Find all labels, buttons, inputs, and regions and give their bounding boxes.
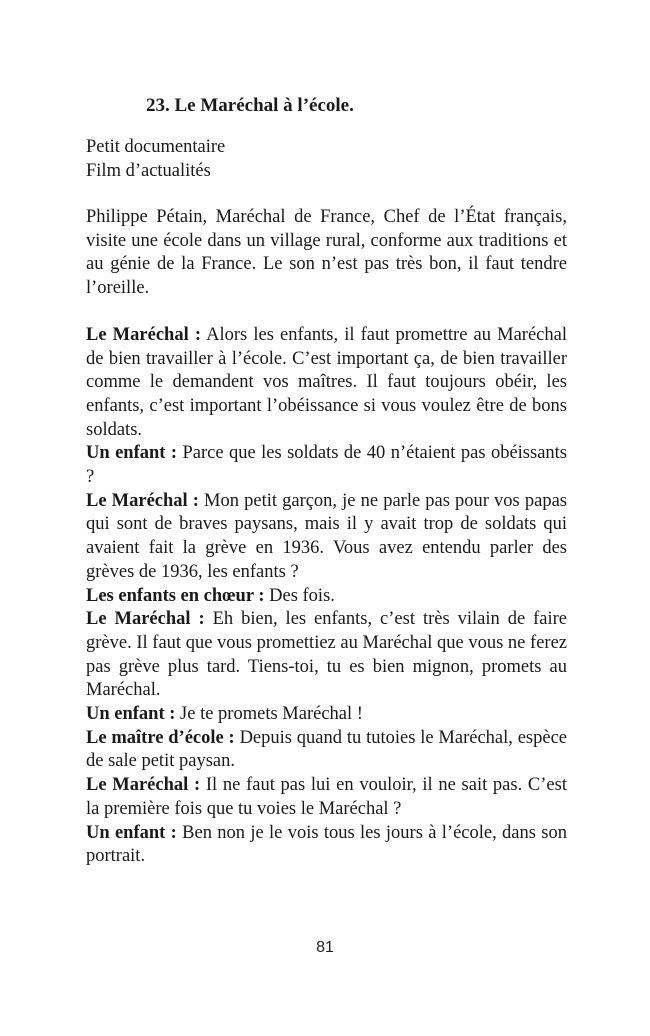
book-page	[86, 94, 567, 869]
meta-line: Film d’actualités	[86, 160, 211, 181]
chapter-title: 23. Le Maréchal à l’école.	[146, 95, 354, 116]
spoken-text: Des fois.	[264, 585, 335, 606]
spoken-text: Eh bien, les enfants, c’est très vilain de faire grève. Il faut que vous promettiez au Maréchal que vous ne ferez pas grève plus tard. Tiens-toi, tu es bien mignon, promets au Maréchal.	[86, 609, 567, 701]
dialogue-line	[86, 442, 567, 489]
dialogue-line	[86, 324, 567, 443]
spoken-text: Depuis quand tu tutoies le Maréchal, espèce de sale petit paysan.	[86, 727, 567, 772]
dialogue-line	[86, 774, 567, 821]
dialogue-line	[86, 490, 567, 585]
speaker-name: Le Maréchal :	[86, 490, 199, 511]
dialogue-line	[86, 727, 567, 774]
spoken-text: Parce que les soldats de 40 n’étaient pas obéissants ?	[86, 443, 568, 488]
speaker-name: Le maître d’école :	[86, 727, 235, 748]
spoken-text: Il ne faut pas lui en vouloir, il ne sait pas. C’est la première fois que tu voies le Maréchal ?	[86, 775, 567, 819]
speaker-name: Le Maréchal :	[86, 775, 201, 796]
speaker-name: Un enfant :	[86, 704, 176, 725]
dialogue-line	[86, 703, 567, 727]
spoken-text: Mon petit garçon, je ne parle pas pour vos papas qui sont de braves paysans, mais il y avait trop de soldats qui avaient fait la grève en 1936. Vous avez entendu parler des grèves de 1936, les enfants ?	[86, 490, 567, 582]
speaker-name: Le Maréchal :	[86, 324, 201, 345]
page-number: 81	[316, 939, 334, 956]
spoken-text: Alors les enfants, il faut promettre au Maréchal de bien travailler à l’école. C’est important ça, de bien travailler comme le demandent vos maîtres. Il faut toujours obéir, les enfants, c’est important l’obéissance si vous voulez être de bons soldats.	[86, 324, 567, 440]
meta-lines	[86, 136, 567, 183]
dialogue-line	[86, 585, 567, 609]
meta-line: Petit documentaire	[86, 137, 226, 157]
dialogue-line	[86, 822, 567, 869]
dialogue	[86, 324, 567, 869]
spoken-text: Je te promets Maréchal !	[175, 704, 363, 725]
spoken-text: Ben non je le vois tous les jours à l’école, dans son portrait.	[86, 822, 567, 867]
speaker-name: Un enfant :	[86, 443, 178, 464]
intro-paragraph: Philippe Pétain, Maréchal de France, Chef de l’État français, visite une école dans un village rural, conforme aux traditions et au génie de la France. Le son n’est pas très bon, il faut tendre l’oreille.	[86, 207, 567, 299]
speaker-name: Le Maréchal :	[86, 609, 205, 630]
speaker-name: Les enfants en chœur :	[86, 585, 265, 606]
speaker-name: Un enfant :	[86, 822, 177, 843]
dialogue-line	[86, 608, 567, 703]
